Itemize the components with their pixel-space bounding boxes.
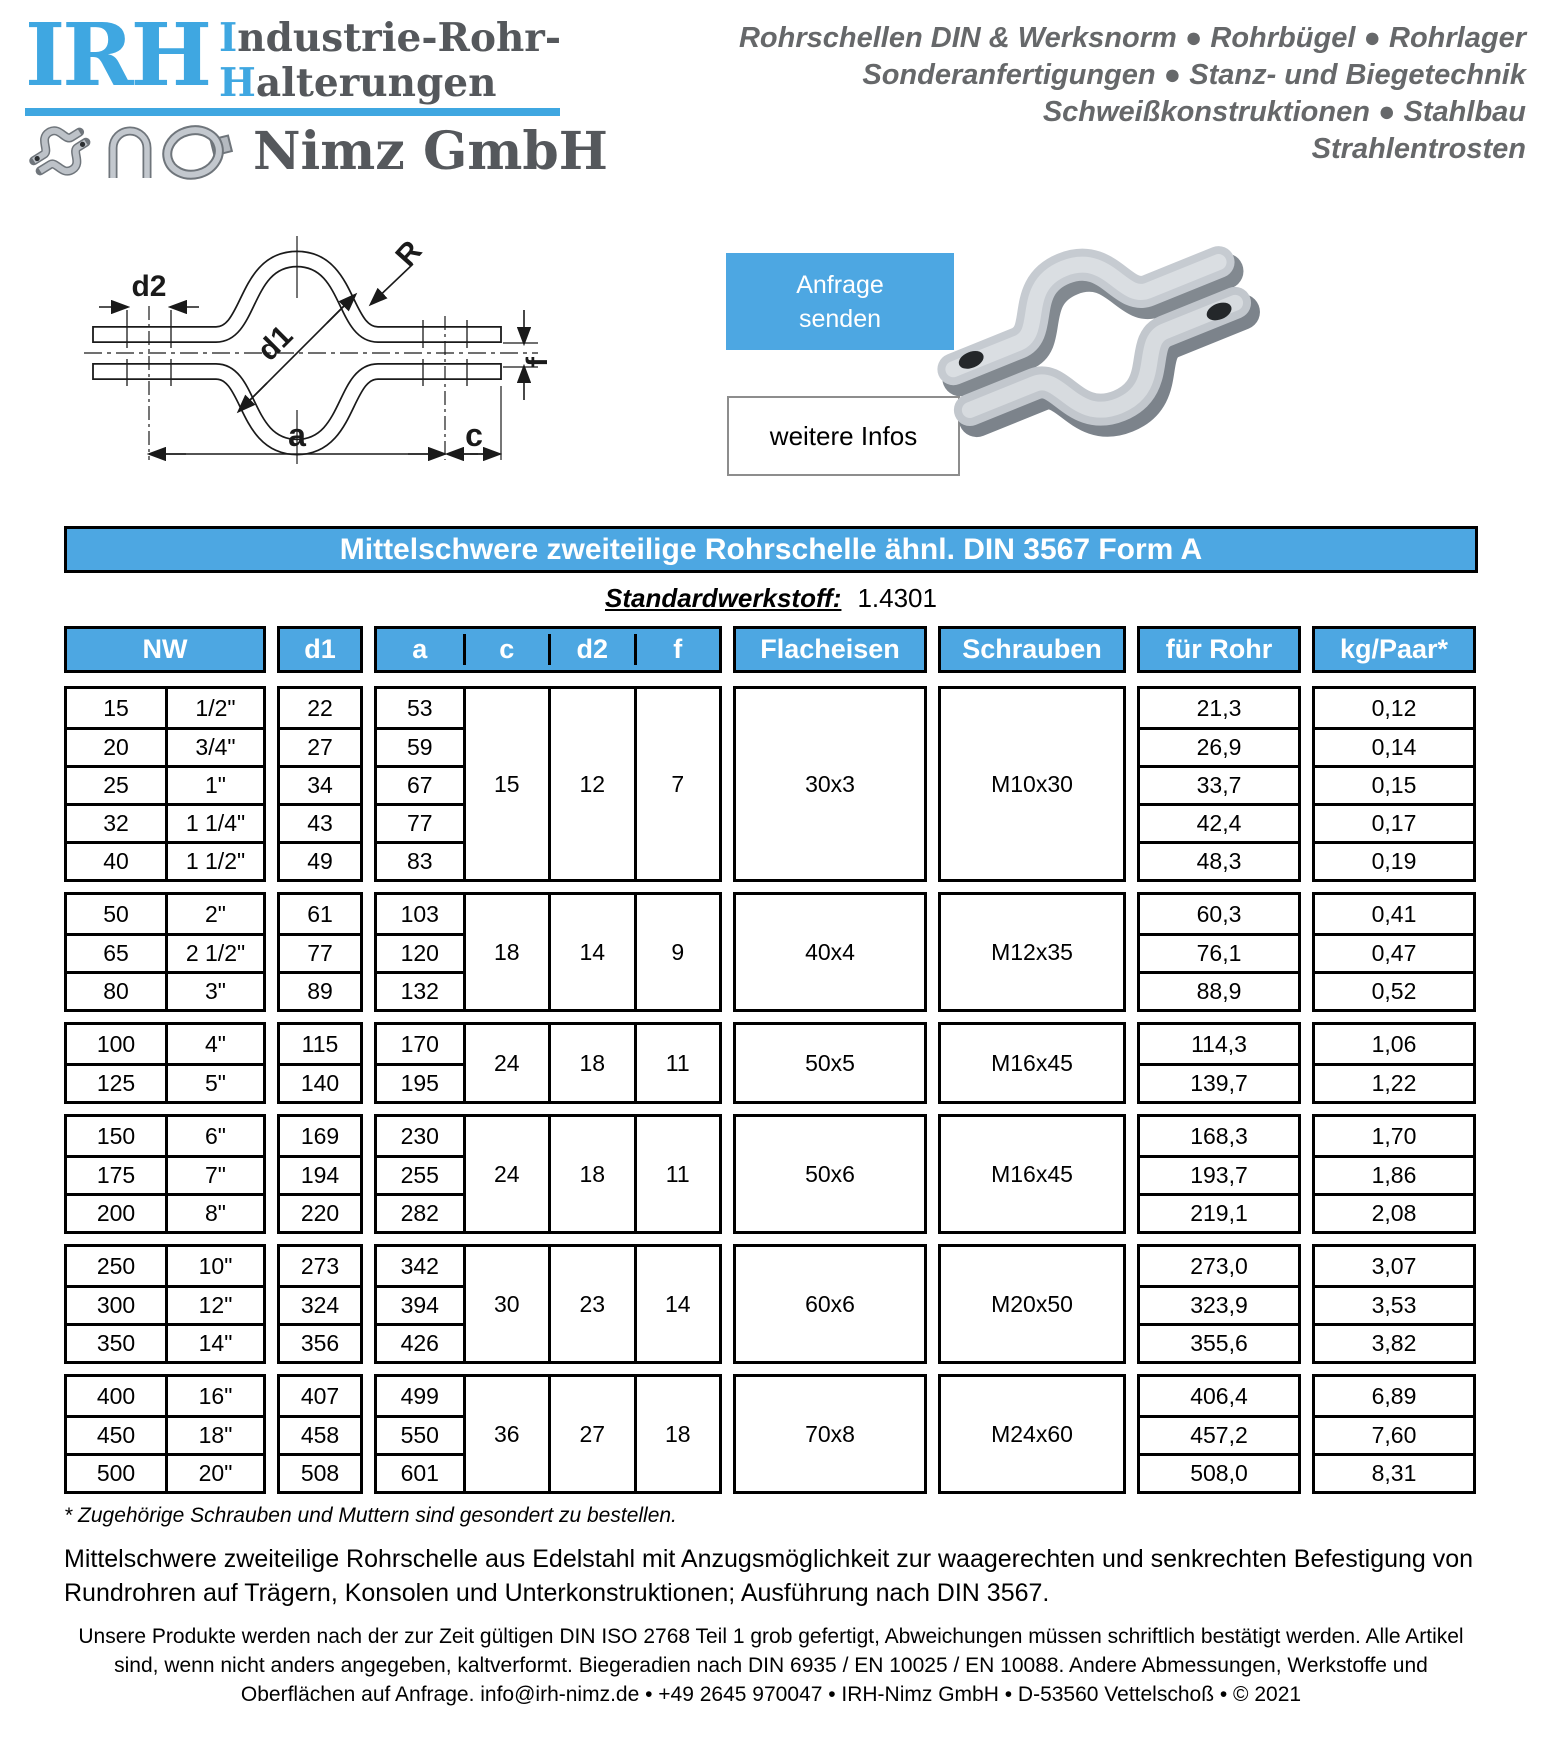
fuer-rohr-group-box xyxy=(1137,686,1301,882)
company-logo xyxy=(25,5,625,182)
nw-group-box xyxy=(64,1114,266,1234)
fuer-rohr-cell: 323,9 xyxy=(1140,1285,1298,1323)
column-header-nw: NW xyxy=(64,626,266,673)
d1-cell: 508 xyxy=(280,1453,360,1491)
kg-paar-group-box xyxy=(1312,1022,1476,1104)
fuer-rohr-cell: 406,4 xyxy=(1190,1382,1248,1409)
column-header-fuer-rohr: für Rohr xyxy=(1137,626,1301,673)
nw-inch-cell: 2 1/2" xyxy=(165,933,263,971)
d1-cell: 220 xyxy=(280,1193,360,1231)
nw-inch-cell: 16" xyxy=(165,1377,263,1415)
kg-paar-cell: 0,15 xyxy=(1315,765,1473,803)
material-line xyxy=(64,580,1478,616)
tagline-line: Schweißkonstruktionen ● Stahlbau xyxy=(1042,96,1526,128)
d1-cell: 115 xyxy=(301,1030,339,1057)
column-header-kg-paar: kg/Paar* xyxy=(1312,626,1476,673)
table-group xyxy=(64,1114,1478,1234)
a-cell: 550 xyxy=(377,1415,463,1453)
a-cell: 426 xyxy=(377,1323,463,1361)
nw-cell: 250 xyxy=(96,1252,136,1279)
nw-group-box xyxy=(64,1244,266,1364)
fuer-rohr-cell: 168,3 xyxy=(1190,1122,1248,1149)
company-name: Nimz GmbH xyxy=(253,120,608,182)
fuer-rohr-group-box xyxy=(1137,1022,1301,1104)
column-header-flacheisen: Flacheisen xyxy=(733,626,927,673)
merged-cell-f: 14 xyxy=(634,1247,720,1361)
d1-cell: 22 xyxy=(307,694,333,721)
logo-name-lines xyxy=(219,16,561,106)
fuer-rohr-cell: 355,6 xyxy=(1140,1323,1298,1361)
a-cell: 255 xyxy=(377,1155,463,1193)
nw-cell: 50 xyxy=(103,900,129,927)
merged-cell-c: 30 xyxy=(463,1247,549,1361)
nw-cell: 40 xyxy=(67,841,165,879)
spec-table-body xyxy=(64,686,1478,1494)
nw-group-box xyxy=(64,1022,266,1104)
logo-name-line1: Industrie-Rohr- xyxy=(218,15,562,61)
product-title: Mittelschwere zweiteilige Rohrschelle ähnl. DIN 3567 Form A xyxy=(339,532,1203,566)
nw-cell: 15 xyxy=(103,694,129,721)
more-info-button[interactable]: weitere Infos xyxy=(727,396,960,476)
a-cell: 170 xyxy=(400,1030,439,1057)
merged-cell-f: 11 xyxy=(634,1117,720,1231)
kg-paar-cell: 3,82 xyxy=(1315,1323,1473,1361)
technical-drawing xyxy=(66,198,566,476)
nw-cell: 350 xyxy=(67,1323,165,1361)
fuer-rohr-group-box xyxy=(1137,1374,1301,1494)
fuer-rohr-cell: 273,0 xyxy=(1190,1252,1248,1279)
dim-label-d1: d1 xyxy=(251,319,300,368)
kg-paar-group-box xyxy=(1312,892,1476,1012)
a-cell: 601 xyxy=(377,1453,463,1491)
nw-inch-cell: 8" xyxy=(165,1193,263,1231)
d1-cell: 77 xyxy=(280,933,360,971)
merged-cell-c: 15 xyxy=(463,689,549,879)
nw-cell: 32 xyxy=(67,803,165,841)
fuer-rohr-group-box xyxy=(1137,1244,1301,1364)
a-cell: 53 xyxy=(406,694,433,721)
fuer-rohr-cell: 76,1 xyxy=(1140,933,1298,971)
table-group xyxy=(64,1244,1478,1364)
merged-cell-d2: 18 xyxy=(548,1025,634,1101)
kg-paar-cell: 1,86 xyxy=(1315,1155,1473,1193)
d1-group-box xyxy=(277,1022,363,1104)
d1-cell: 194 xyxy=(280,1155,360,1193)
nw-inch-cell: 3/4" xyxy=(165,727,263,765)
dim-label-R: R xyxy=(389,234,429,273)
nw-inch-cell: 14" xyxy=(165,1323,263,1361)
flacheisen-group-box: 50x5 xyxy=(733,1022,927,1104)
d1-cell: 169 xyxy=(300,1122,340,1149)
merged-cell-f: 11 xyxy=(634,1025,720,1101)
fuer-rohr-cell: 48,3 xyxy=(1140,841,1298,879)
column-header-a: a xyxy=(412,634,428,664)
d1-cell: 458 xyxy=(280,1415,360,1453)
column-header-f: f xyxy=(634,634,720,665)
d1-cell: 407 xyxy=(300,1382,340,1409)
nw-cell: 450 xyxy=(67,1415,165,1453)
nw-inch-cell: 18" xyxy=(165,1415,263,1453)
nw-group-box xyxy=(64,892,266,1012)
flacheisen-group-box: 70x8 xyxy=(733,1374,927,1494)
merged-cell-d2: 27 xyxy=(548,1377,634,1491)
kg-paar-group-box xyxy=(1312,1374,1476,1494)
merged-cell-c: 24 xyxy=(463,1117,549,1231)
d1-group-box xyxy=(277,686,363,882)
nw-cell: 150 xyxy=(96,1122,136,1149)
fuer-rohr-cell: 60,3 xyxy=(1196,900,1242,927)
a-cell: 342 xyxy=(400,1252,439,1279)
d1-cell: 43 xyxy=(280,803,360,841)
schrauben-group-box: M12x35 xyxy=(938,892,1126,1012)
acdf-group-box xyxy=(374,1244,722,1364)
fuer-rohr-cell: 508,0 xyxy=(1140,1453,1298,1491)
send-inquiry-button[interactable]: Anfrage senden xyxy=(726,253,954,350)
kg-paar-cell: 0,47 xyxy=(1315,933,1473,971)
kg-paar-group-box xyxy=(1312,1244,1476,1364)
flacheisen-group-box: 30x3 xyxy=(733,686,927,882)
merged-cell-f: 9 xyxy=(634,895,720,1009)
schrauben-group-box: M10x30 xyxy=(938,686,1126,882)
product-tagline xyxy=(739,20,1526,168)
kg-paar-cell: 0,12 xyxy=(1371,694,1417,721)
nw-inch-cell: 6" xyxy=(165,1117,263,1155)
table-footnote: * Zugehörige Schrauben und Muttern sind gesondert zu bestellen. xyxy=(64,1504,677,1527)
a-cell: 132 xyxy=(377,971,463,1009)
d1-cell: 49 xyxy=(280,841,360,879)
fuer-rohr-cell: 21,3 xyxy=(1196,694,1242,721)
tagline-line: Sonderanfertigungen ● Stanz- und Biegetechnik xyxy=(862,59,1526,91)
nw-inch-cell: 3" xyxy=(165,971,263,1009)
nw-inch-cell: 1 1/2" xyxy=(165,841,263,879)
a-cell: 195 xyxy=(377,1063,463,1101)
logo-name-line2: Halterungen xyxy=(218,60,497,106)
d1-cell: 27 xyxy=(280,727,360,765)
merged-cell-c: 24 xyxy=(463,1025,549,1101)
a-cell: 77 xyxy=(377,803,463,841)
acdf-group-box xyxy=(374,1022,722,1104)
flacheisen-group-box: 60x6 xyxy=(733,1244,927,1364)
kg-paar-cell: 0,41 xyxy=(1371,900,1417,927)
table-group xyxy=(64,1374,1478,1494)
kg-paar-cell: 6,89 xyxy=(1371,1382,1417,1409)
a-cell: 499 xyxy=(400,1382,439,1409)
nw-cell: 125 xyxy=(67,1063,165,1101)
fuer-rohr-cell: 88,9 xyxy=(1140,971,1298,1009)
nw-inch-cell: 12" xyxy=(165,1285,263,1323)
merged-cell-c: 36 xyxy=(463,1377,549,1491)
logo-divider-bar xyxy=(25,108,560,116)
product-photo-pipe-clamp xyxy=(890,186,1320,486)
kg-paar-cell: 8,31 xyxy=(1315,1453,1473,1491)
kg-paar-cell: 2,08 xyxy=(1315,1193,1473,1231)
table-group xyxy=(64,686,1478,882)
column-header-d1: d1 xyxy=(277,626,363,673)
a-cell: 230 xyxy=(400,1122,439,1149)
fuer-rohr-cell: 114,3 xyxy=(1191,1030,1247,1057)
pipe-clamp-icon xyxy=(25,120,94,182)
table-group xyxy=(64,892,1478,1012)
d1-group-box xyxy=(277,1374,363,1494)
logo-abbr: IRH xyxy=(25,5,209,106)
a-cell: 282 xyxy=(377,1193,463,1231)
kg-paar-cell: 1,70 xyxy=(1371,1122,1417,1149)
fuer-rohr-cell: 457,2 xyxy=(1140,1415,1298,1453)
a-cell: 59 xyxy=(377,727,463,765)
nw-cell: 400 xyxy=(96,1382,136,1409)
nw-inch-cell: 5" xyxy=(165,1063,263,1101)
kg-paar-cell: 3,07 xyxy=(1371,1252,1417,1279)
nw-cell: 25 xyxy=(67,765,165,803)
kg-paar-cell: 3,53 xyxy=(1315,1285,1473,1323)
tagline-line: Rohrschellen DIN & Werksnorm ● Rohrbügel ● Rohrlager xyxy=(738,22,1526,54)
fuer-rohr-cell: 26,9 xyxy=(1140,727,1298,765)
d1-cell: 324 xyxy=(280,1285,360,1323)
a-cell: 67 xyxy=(377,765,463,803)
a-cell: 83 xyxy=(377,841,463,879)
kg-paar-cell: 7,60 xyxy=(1315,1415,1473,1453)
nw-cell: 20 xyxy=(67,727,165,765)
dim-label-d2: d2 xyxy=(131,270,167,303)
fuer-rohr-group-box xyxy=(1137,892,1301,1012)
nw-inch-cell: 4" xyxy=(165,1025,263,1063)
d1-cell: 61 xyxy=(307,900,333,927)
nw-inch-cell: 7" xyxy=(165,1155,263,1193)
d1-cell: 140 xyxy=(280,1063,360,1101)
fuer-rohr-cell: 193,7 xyxy=(1140,1155,1298,1193)
fuer-rohr-cell: 42,4 xyxy=(1140,803,1298,841)
kg-paar-cell: 1,06 xyxy=(1371,1030,1417,1057)
acdf-group-box xyxy=(374,1374,722,1494)
column-header-schrauben: Schrauben xyxy=(938,626,1126,673)
kg-paar-group-box xyxy=(1312,686,1476,882)
fuer-rohr-cell: 33,7 xyxy=(1140,765,1298,803)
product-description: Mittelschwere zweiteilige Rohrschelle aus Edelstahl mit Anzugsmöglichkeit zur waagerechten und senkrechten Befestigung von Rundrohren auf Trägern, Konsolen und Unterkonstruktionen; Ausführung nach DIN 3567. xyxy=(64,1545,1474,1607)
u-bolt-icon xyxy=(113,131,147,178)
kg-paar-cell: 0,14 xyxy=(1315,727,1473,765)
nw-inch-cell: 1" xyxy=(165,765,263,803)
clamp-products-icon xyxy=(25,120,235,182)
nw-group-box xyxy=(64,1374,266,1494)
dim-label-f: f xyxy=(521,357,554,367)
d1-cell: 356 xyxy=(280,1323,360,1361)
schrauben-group-box: M20x50 xyxy=(938,1244,1126,1364)
ring-clamp-icon xyxy=(163,122,235,180)
schrauben-group-box: M16x45 xyxy=(938,1022,1126,1104)
d1-cell: 273 xyxy=(300,1252,340,1279)
acdf-group-box xyxy=(374,892,722,1012)
d1-cell: 34 xyxy=(280,765,360,803)
nw-inch-cell: 1/2" xyxy=(165,689,263,727)
schrauben-group-box: M16x45 xyxy=(938,1114,1126,1234)
d1-group-box xyxy=(277,892,363,1012)
nw-group-box xyxy=(64,686,266,882)
merged-cell-d2: 18 xyxy=(548,1117,634,1231)
d1-cell: 89 xyxy=(280,971,360,1009)
kg-paar-cell: 0,19 xyxy=(1315,841,1473,879)
column-header-d2: d2 xyxy=(548,634,634,665)
flacheisen-group-box: 40x4 xyxy=(733,892,927,1012)
fuer-rohr-group-box xyxy=(1137,1114,1301,1234)
nw-cell: 175 xyxy=(67,1155,165,1193)
acdf-group-box xyxy=(374,1114,722,1234)
logo-top xyxy=(25,5,625,106)
nw-cell: 65 xyxy=(67,933,165,971)
nw-cell: 200 xyxy=(67,1193,165,1231)
merged-cell-d2: 23 xyxy=(548,1247,634,1361)
material-label: Standardwerkstoff: xyxy=(605,582,842,613)
material-value: 1.4301 xyxy=(857,582,937,613)
kg-paar-cell: 1,22 xyxy=(1315,1063,1473,1101)
column-header-acdf xyxy=(374,626,722,673)
nw-cell: 100 xyxy=(96,1030,136,1057)
nw-inch-cell: 20" xyxy=(165,1453,263,1491)
product-title-bar xyxy=(64,526,1478,573)
fuer-rohr-cell: 139,7 xyxy=(1140,1063,1298,1101)
d1-group-box xyxy=(277,1244,363,1364)
schrauben-group-box: M24x60 xyxy=(938,1374,1126,1494)
legal-fine-print: Unsere Produkte werden nach der zur Zeit gültigen DIN ISO 2768 Teil 1 grob gefertigt, Abweichungen müssen schriftlich bestätigt werden. Alle Artikel sind, wenn nicht anders angegeben, kaltverformt. Biegeradien nach DIN 6935 / EN 10025 / EN 10088. Andere Abmessungen, Werkstoffe und Oberflächen auf Anfrage. info@irh-nimz.de • +49 2645 970047 • IRH-Nimz GmbH • D-53560 Vettelschoß • © 2021 xyxy=(78,1625,1464,1706)
a-cell: 394 xyxy=(377,1285,463,1323)
nw-cell: 80 xyxy=(67,971,165,1009)
merged-cell-d2: 14 xyxy=(548,895,634,1009)
table-group xyxy=(64,1022,1478,1104)
dim-label-a: a xyxy=(288,417,306,453)
merged-cell-c: 18 xyxy=(463,895,549,1009)
flacheisen-group-box: 50x6 xyxy=(733,1114,927,1234)
logo-bottom xyxy=(25,120,625,182)
nw-cell: 500 xyxy=(67,1453,165,1491)
spec-table-header xyxy=(64,626,1478,673)
nw-inch-cell: 10" xyxy=(165,1247,263,1285)
dim-label-c: c xyxy=(465,417,483,453)
column-header-c: c xyxy=(463,634,549,665)
d1-group-box xyxy=(277,1114,363,1234)
fuer-rohr-cell: 219,1 xyxy=(1140,1193,1298,1231)
a-cell: 120 xyxy=(377,933,463,971)
tagline-line: Strahlentrosten xyxy=(1311,133,1526,165)
merged-cell-f: 7 xyxy=(634,689,720,879)
kg-paar-cell: 0,52 xyxy=(1315,971,1473,1009)
acdf-group-box xyxy=(374,686,722,882)
merged-cell-f: 18 xyxy=(634,1377,720,1491)
a-cell: 103 xyxy=(400,900,439,927)
nw-inch-cell: 1 1/4" xyxy=(165,803,263,841)
merged-cell-d2: 12 xyxy=(548,689,634,879)
nw-inch-cell: 2" xyxy=(165,895,263,933)
kg-paar-cell: 0,17 xyxy=(1315,803,1473,841)
datasheet xyxy=(64,526,1478,1709)
nw-cell: 300 xyxy=(67,1285,165,1323)
kg-paar-group-box xyxy=(1312,1114,1476,1234)
